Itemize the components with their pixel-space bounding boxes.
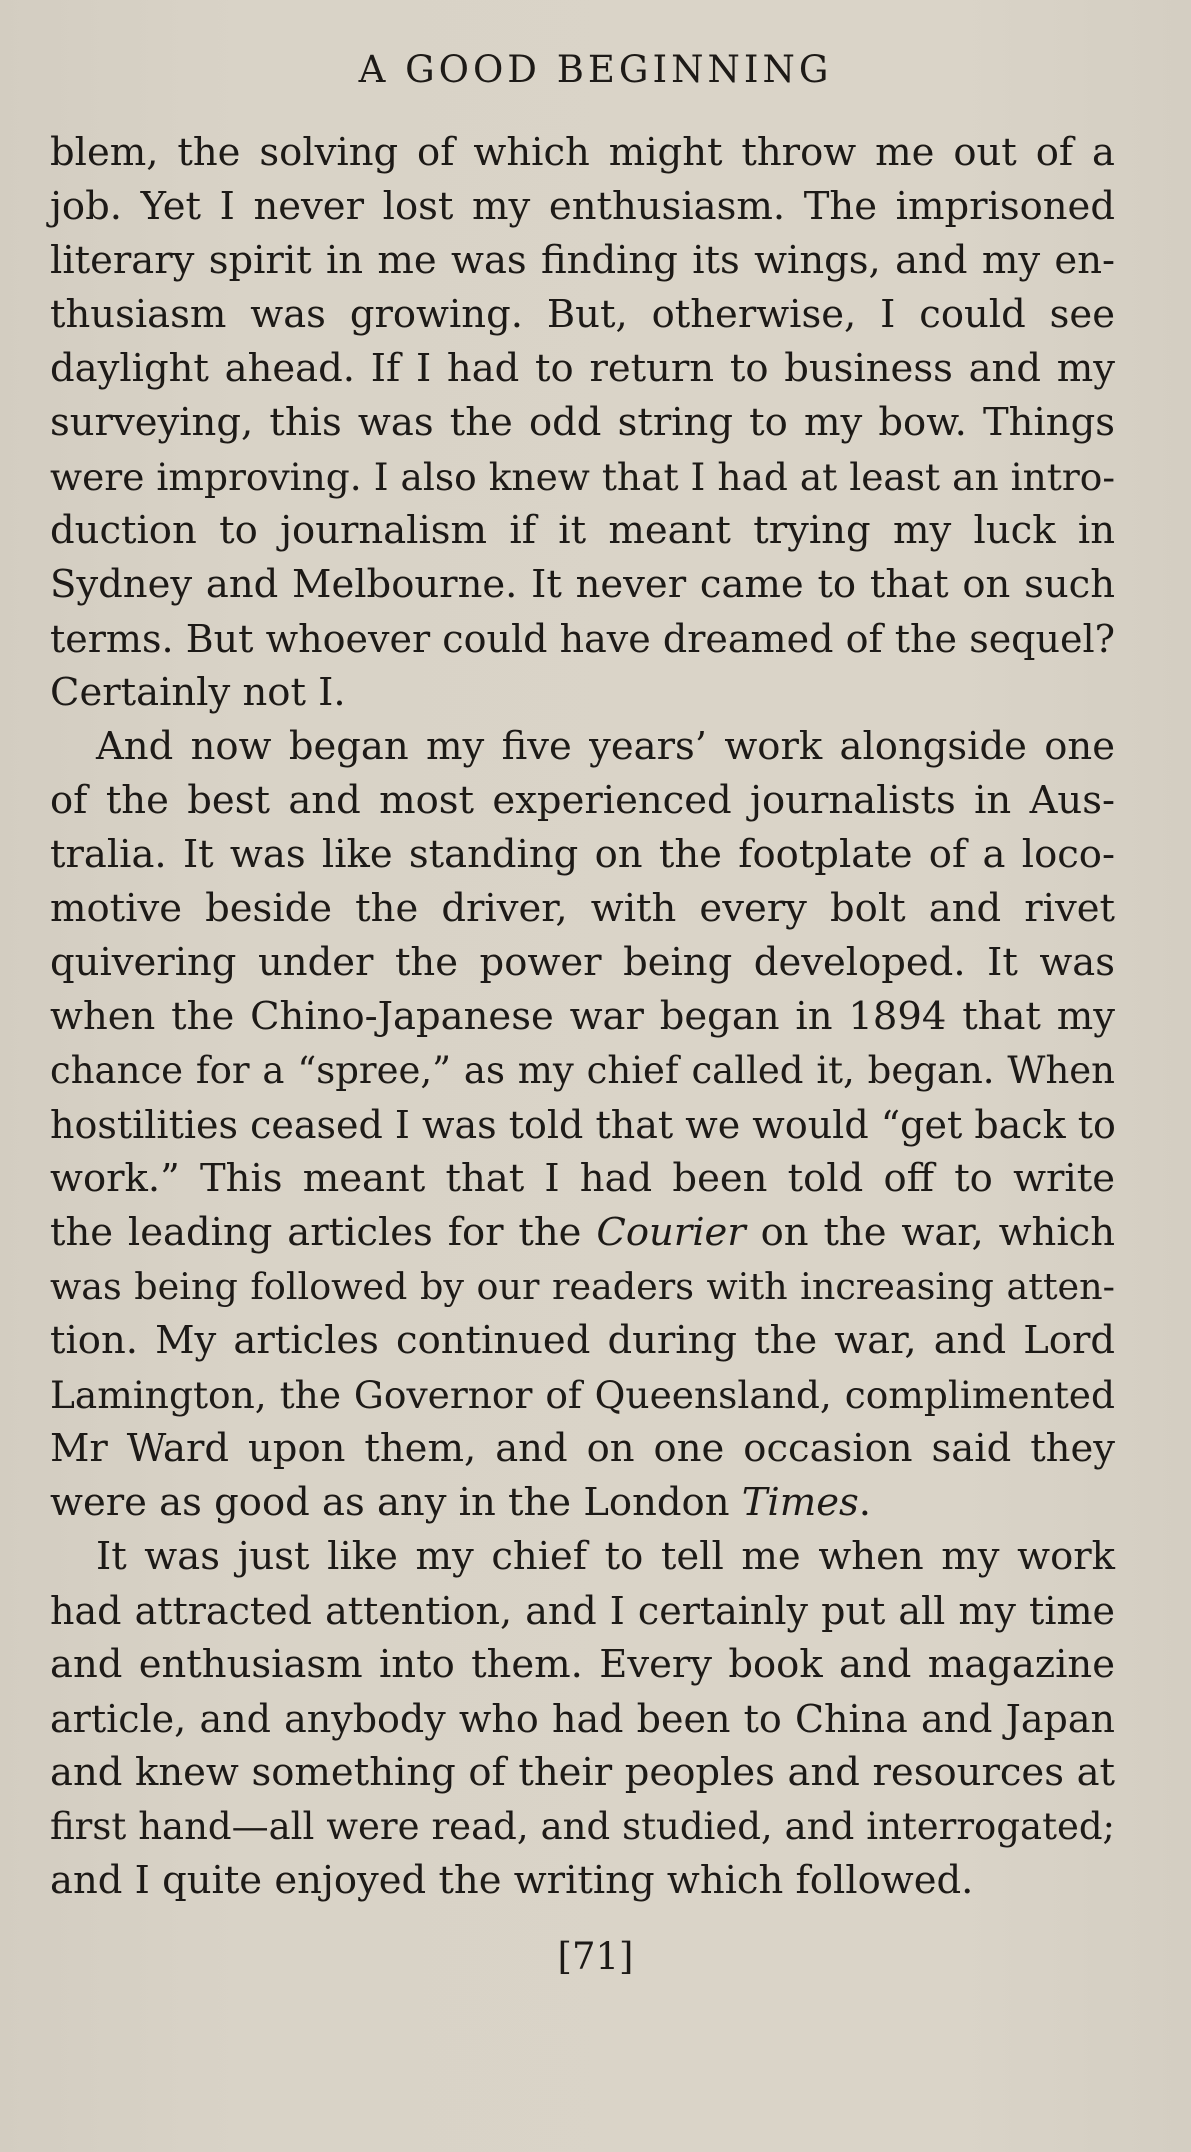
text-line: surveying, this was the odd string to my bow. Things: [50, 400, 1115, 445]
text-line: daylight ahead. If I had to return to business and my: [50, 346, 1115, 391]
text-line: It was just like my chief to tell me when my work: [96, 1534, 1115, 1579]
body-text: [50, 126, 1115, 1908]
text-line: [50, 1206, 1115, 1260]
text-line: job. Yet I never lost my enthusiasm. The imprisoned: [50, 184, 1115, 229]
text-line: Lamington, the Governor of Queensland, complimented: [50, 1373, 1115, 1417]
text-line: [50, 1476, 1115, 1530]
text-line: of the best and most experienced journalists in Aus-: [50, 778, 1115, 823]
text-segment: on the war, which: [760, 1210, 1115, 1255]
text-line: were improving. I also knew that I had at least an intro-: [50, 455, 1115, 499]
text-segment: .: [858, 1480, 872, 1525]
text-line: Mr Ward upon them, and on one occasion said they: [50, 1426, 1115, 1471]
newspaper-title: Courier: [596, 1210, 746, 1255]
text-line: work.” This meant that I had been told off to write: [50, 1156, 1115, 1201]
text-line: first hand—all were read, and studied, and interrogated;: [50, 1805, 1115, 1848]
text-line: and I quite enjoyed the writing which followed.: [50, 1858, 974, 1903]
text-line: And now began my five years’ work alongside one: [96, 724, 1115, 769]
text-line: and knew something of their peoples and resources at: [50, 1750, 1115, 1795]
text-segment: were as good as any in the London: [50, 1480, 730, 1525]
text-line: Sydney and Melbourne. It never came to that on such: [50, 562, 1115, 607]
text-line: hostilities ceased I was told that we would “get back to: [50, 1103, 1116, 1147]
text-line: when the Chino-Japanese war began in 1894 that my: [50, 994, 1115, 1039]
text-line: literary spirit in me was finding its wings, and my en-: [50, 238, 1115, 283]
text-line: and enthusiasm into them. Every book and magazine: [50, 1642, 1115, 1687]
text-line: terms. But whoever could have dreamed of the sequel?: [50, 617, 1115, 661]
text-line: quivering under the power being developed. It was: [50, 940, 1115, 985]
text-line: motive beside the driver, with every bolt and rivet: [50, 886, 1115, 931]
running-head: A GOOD BEGINNING: [358, 48, 833, 91]
text-line: thusiasm was growing. But, otherwise, I could see: [50, 292, 1115, 337]
text-line: was being followed by our readers with increasing atten-: [50, 1265, 1115, 1308]
text-line: had attracted attention, and I certainly put all my time: [50, 1589, 1115, 1633]
page-number: [71]: [557, 1935, 634, 1978]
text-line: chance for a “spree,” as my chief called it, began. When: [50, 1049, 1115, 1092]
text-line: article, and anybody who had been to China and Japan: [50, 1697, 1115, 1741]
text-line: blem, the solving of which might throw me out of a: [50, 130, 1115, 175]
text-line: tion. My articles continued during the war, and Lord: [50, 1318, 1115, 1363]
text-line: duction to journalism if it meant trying my luck in: [50, 508, 1115, 553]
text-line: tralia. It was like standing on the footplate of a loco-: [50, 832, 1115, 877]
newspaper-title: Times: [741, 1480, 859, 1525]
text-segment: the leading articles for the: [50, 1210, 582, 1255]
text-line: Certainly not I.: [50, 670, 346, 715]
